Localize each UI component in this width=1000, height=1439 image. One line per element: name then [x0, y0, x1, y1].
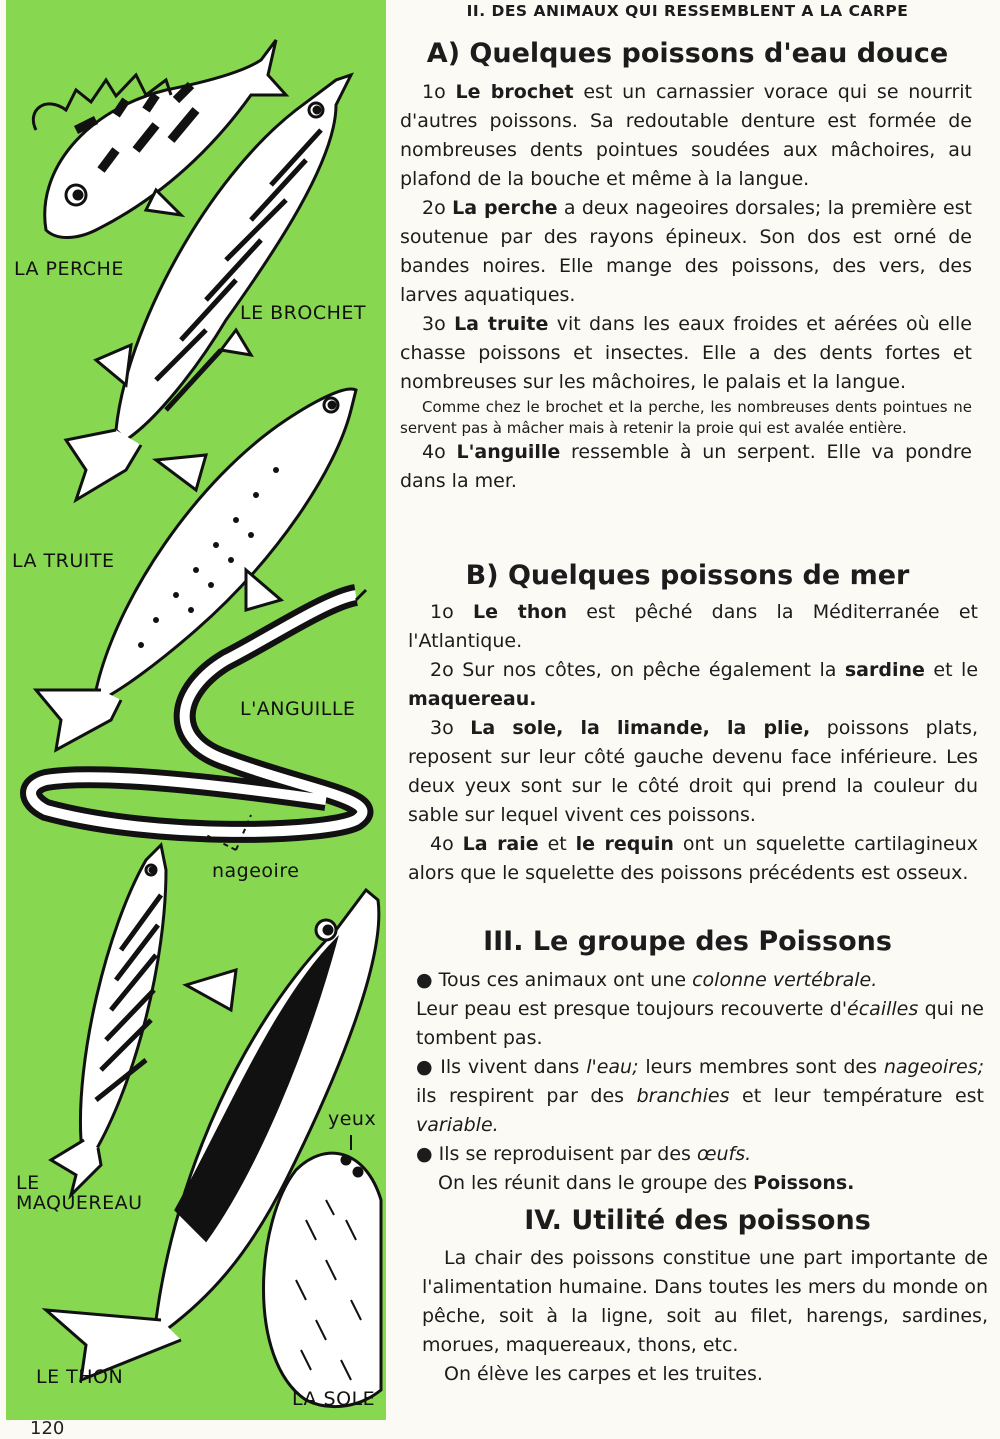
bullet-colonne-cont: Leur peau est presque toujours recouverte d'écailles qui ne tombent pas.	[416, 998, 984, 1049]
label-perche: LA PERCHE	[14, 258, 124, 280]
label-nageoire: nageoire	[212, 860, 300, 882]
paragraph-raie: 4o La raie et le requin ont un squelette cartilagineux alors que le squelette des poissons précédents est osseux.	[408, 833, 979, 884]
section-iv-heading: IV. Utilité des poissons	[524, 1205, 871, 1236]
section-iii-heading: III. Le groupe des Poissons	[483, 926, 892, 957]
label-anguille: L'ANGUILLE	[240, 698, 356, 720]
paragraph-elevage: On élève les carpes et les truites.	[444, 1363, 763, 1385]
label-yeux: yeux	[328, 1108, 377, 1130]
paragraph-perche: 2o La perche a deux nageoires dorsales; la première est soutenue par des rayons épineux. Son dos est orné de bandes noires. Elle mange des poissons, des vers, des larves aquatiques.	[400, 197, 973, 306]
label-maquereau-1: LE	[16, 1172, 40, 1194]
paragraph-brochet: 1o Le brochet est un carnassier vorace qui se nourrit d'autres poissons. Sa redoutable denture est formée de nombreuses dents pointues soudées aux mâchoires, au plafond de la bouche et même à la langue.	[400, 81, 972, 190]
note-dents: Comme chez le brochet et la perche, les nombreuses dents pointues ne servent pas à mâcher mais à retenir la proie qui est avalée entière.	[400, 398, 972, 437]
bullet-eau: ● Ils vivent dans l'eau; leurs membres sont des nageoires; ils respirent par des branchies et leur température est variable.	[416, 1056, 984, 1136]
paragraph-sole: 3o La sole, la limande, la plie, poissons plats, reposent sur leur côté gauche devenu face inférieure. Les deux yeux sont sur le côté droit qui prend la couleur du sable sur lequel vivent ces poissons.	[408, 717, 978, 826]
page-number: 120	[30, 1418, 65, 1439]
label-maquereau-2: MAQUEREAU	[16, 1192, 143, 1214]
mackerel-illustration	[51, 845, 166, 1195]
paragraph-anguille: 4o L'anguille ressemble à un serpent. Elle va pondre dans la mer.	[400, 441, 972, 492]
paragraph-thon: 1o Le thon est pêché dans la Méditerranée et l'Atlantique.	[408, 601, 978, 652]
bullet-oeufs: ● Ils se reproduisent par des œufs.	[416, 1143, 752, 1165]
paragraph-sardine: 2o Sur nos côtes, on pêche également la sardine et le maquereau.	[408, 659, 979, 710]
section-iii-body	[416, 966, 984, 1198]
section-a-body	[400, 78, 972, 496]
label-truite: LA TRUITE	[12, 550, 115, 572]
section-a-heading: A) Quelques poissons d'eau douce	[426, 38, 949, 69]
paragraph-utilite: La chair des poissons constitue une part importante de l'alimentation humaine. Dans toutes les mers du monde on pêche, soit à la ligne, soit au filet, harengs, sardines, morues, maquereaux, thons, etc.	[422, 1247, 988, 1356]
chapter-title: II. DES ANIMAUX QUI RESSEMBLENT A LA CARPE	[466, 2, 909, 20]
paragraph-truite: 3o La truite vit dans les eaux froides et aérées où elle chasse poissons et insectes. Elle a des dents fortes et nombreuses sur les mâchoires, le palais et la langue.	[400, 313, 972, 393]
section-b-heading: B) Quelques poissons de mer	[465, 560, 910, 591]
label-sole: LA SOLE	[292, 1388, 376, 1410]
illustration-panel	[6, 0, 386, 1420]
section-iv-body	[422, 1244, 988, 1389]
label-thon: LE THON	[36, 1366, 124, 1388]
bullet-colonne: ● Tous ces animaux ont une colonne vertébrale.	[416, 969, 878, 991]
section-b-body	[408, 598, 978, 888]
groupe-poissons: On les réunit dans le groupe des Poissons.	[438, 1172, 855, 1194]
label-brochet: LE BROCHET	[240, 302, 366, 324]
